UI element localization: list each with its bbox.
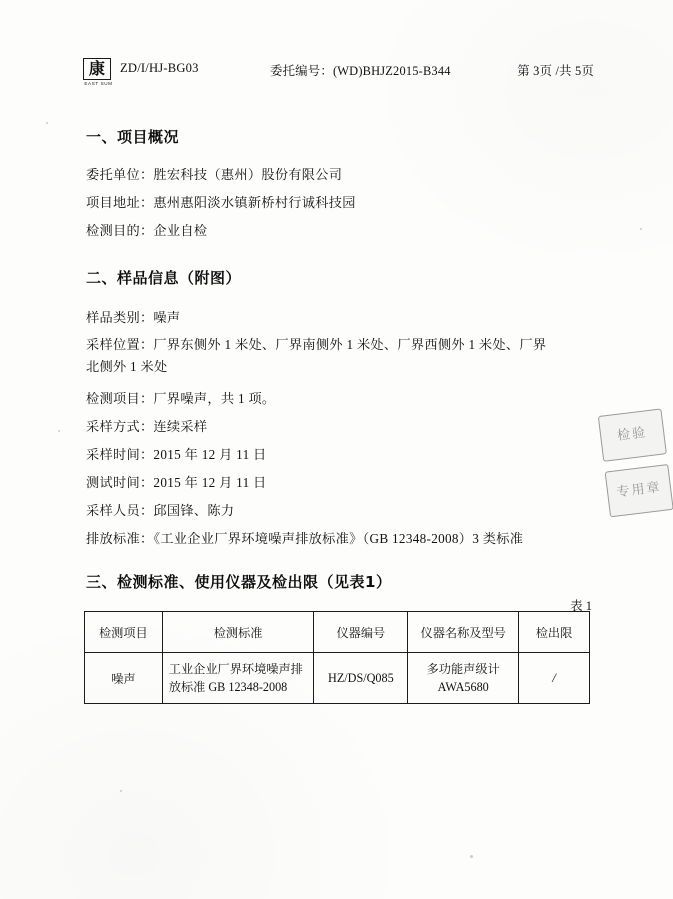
- table-caption: 表 1: [570, 599, 592, 613]
- test-purpose: 检测目的：企业自检: [86, 223, 208, 238]
- cell-test-standard: 工业企业厂界环境噪声排放标准 GB 12348-2008: [162, 653, 314, 704]
- table-row: [85, 653, 590, 704]
- document-header: [82, 58, 594, 92]
- page-number: 第 3页 /共 5页: [517, 64, 594, 78]
- test-item: 检测项目：厂界噪声，共 1 项。: [86, 391, 276, 406]
- cell-detection-limit: /: [519, 653, 590, 704]
- stamp-line-2: 专用章: [605, 464, 673, 517]
- scan-speck: [470, 855, 473, 858]
- sample-date: 采样时间：2015 年 12 月 11 日: [86, 447, 267, 462]
- document-code: ZD/I/HJ-BG03: [120, 61, 199, 75]
- cell-instrument-model: AWA5680: [437, 680, 489, 694]
- scan-speck: [640, 228, 642, 230]
- section-title-three: 三、检测标准、使用仪器及检出限（见表1）: [86, 573, 392, 591]
- logo-glyph: 康: [88, 59, 106, 78]
- stamp-line-1: 检验: [598, 408, 667, 461]
- th-detection-limit: 检出限: [519, 612, 590, 653]
- sample-location: 采样位置：厂界东侧外 1 米处、厂界南侧外 1 米处、厂界西侧外 1 米处、厂界北侧外 1 米处: [86, 337, 547, 374]
- emission-standard: 排放标准：《工业企业厂界环境噪声排放标准》（GB 12348-2008）3 类标准: [86, 531, 524, 546]
- cell-instrument-name: [408, 653, 519, 704]
- section-title-two: 二、样品信息（附图）: [86, 269, 242, 287]
- scan-speck: [58, 430, 60, 432]
- cell-instrument-no: HZ/DS/Q085: [314, 653, 408, 704]
- document-body: [82, 58, 594, 694]
- client-unit: 委托单位：胜宏科技（惠州）股份有限公司: [86, 167, 343, 182]
- logo-brand-text: EAST SUM: [84, 81, 113, 86]
- project-address: 项目地址：惠州惠阳淡水镇新桥村行诚科技园: [86, 195, 356, 210]
- sample-type: 样品类别：噪声: [86, 310, 181, 325]
- th-instrument-name: 仪器名称及型号: [408, 612, 519, 653]
- sample-method: 采样方式：连续采样: [86, 419, 208, 434]
- entrust-number: 委托编号：(WD)BHJZ2015-B344: [270, 64, 451, 78]
- cell-test-item: 噪声: [85, 653, 163, 704]
- cell-instrument-name-line1: 多功能声级计: [426, 662, 500, 676]
- section-title-one: 一、项目概况: [86, 128, 180, 146]
- samplers: 采样人员：邱国锋、陈力: [86, 503, 235, 518]
- instrument-table: [84, 611, 590, 704]
- th-instrument-no: 仪器编号: [314, 612, 408, 653]
- th-test-item: 检测项目: [85, 612, 163, 653]
- official-stamp: [598, 409, 672, 522]
- test-date: 测试时间：2015 年 12 月 11 日: [86, 475, 267, 490]
- scan-speck: [120, 790, 122, 792]
- scan-speck: [46, 122, 48, 124]
- th-test-standard: 检测标准: [162, 612, 314, 653]
- table-header-row: [85, 612, 590, 653]
- company-logo-icon: [82, 58, 115, 88]
